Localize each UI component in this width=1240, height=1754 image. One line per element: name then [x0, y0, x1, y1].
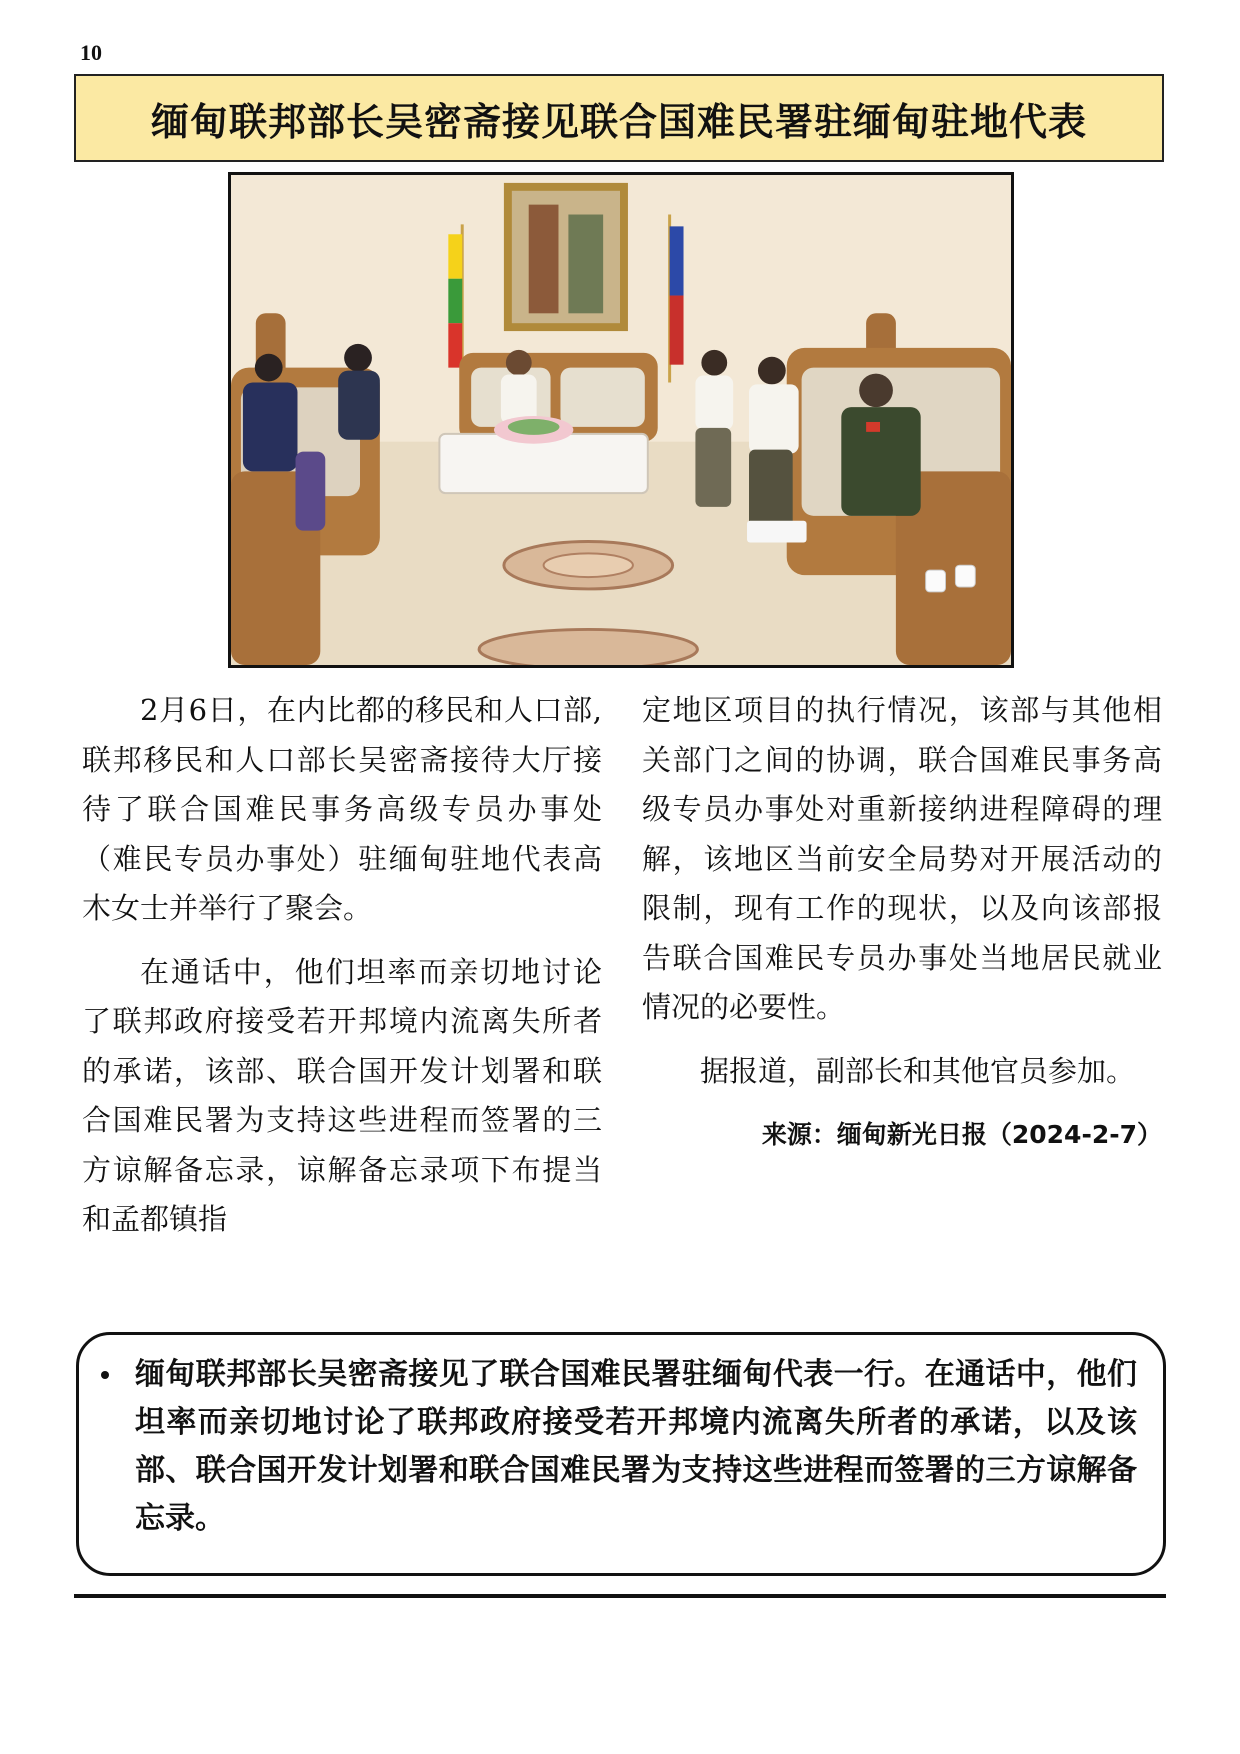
- bullet-icon: [101, 1371, 109, 1379]
- article-source: 来源：缅甸新光日报（2024-2-7）: [761, 1120, 1162, 1149]
- title-banner: [74, 74, 1164, 162]
- article-paragraph: 2月6日，在内比都的移民和人口部,联邦移民和人口部长吴密斋接待大厅接待了联合国难民事务高级专员办事处（难民专员办事处）驻缅甸驻地代表高木女士并举行了聚会。: [82, 693, 602, 925]
- summary-list: [135, 1351, 1137, 1543]
- article-column-left: [82, 686, 602, 1259]
- meeting-photo: [228, 172, 1014, 668]
- article-paragraph: 据报道，副部长和其他官员参加。: [700, 1053, 1136, 1088]
- page-title: 缅甸联邦部长吴密斋接见联合国难民署驻缅甸驻地代表: [150, 99, 1087, 144]
- bottom-divider: [74, 1594, 1166, 1598]
- summary-item: [135, 1351, 1137, 1543]
- article-paragraph: 在通话中，他们坦率而亲切地讨论了联邦政府接受若开邦境内流离失所者的承诺，该部、联合国开发计划署和联合国难民署为支持这些进程而签署的三方谅解备忘录，谅解备忘录项下布提当和孟都镇指: [82, 954, 602, 1236]
- article-column-right: [642, 686, 1162, 1160]
- flag-yellow: [448, 234, 462, 278]
- article-paragraph: 定地区项目的执行情况，该部与其他相关部门之间的协调，联合国难民事务高级专员办事处对重新接纳进程障碍的理解，该地区当前安全局势对开展活动的限制，现有工作的现状，以及向该部报告联合国难民专员办事处当地居民就业情况的必要性。: [642, 693, 1162, 1024]
- summary-text: 缅甸联邦部长吴密斋接见了联合国难民署驻缅甸代表一行。在通话中，他们坦率而亲切地讨论了联邦政府接受若开邦境内流离失所者的承诺，以及该部、联合国开发计划署和联合国难民署为支持这些进程而签署的三方谅解备忘录。: [135, 1357, 1137, 1536]
- photo-illustration: [231, 175, 1011, 665]
- summary-box: [76, 1332, 1166, 1576]
- page-number: 10: [80, 40, 102, 65]
